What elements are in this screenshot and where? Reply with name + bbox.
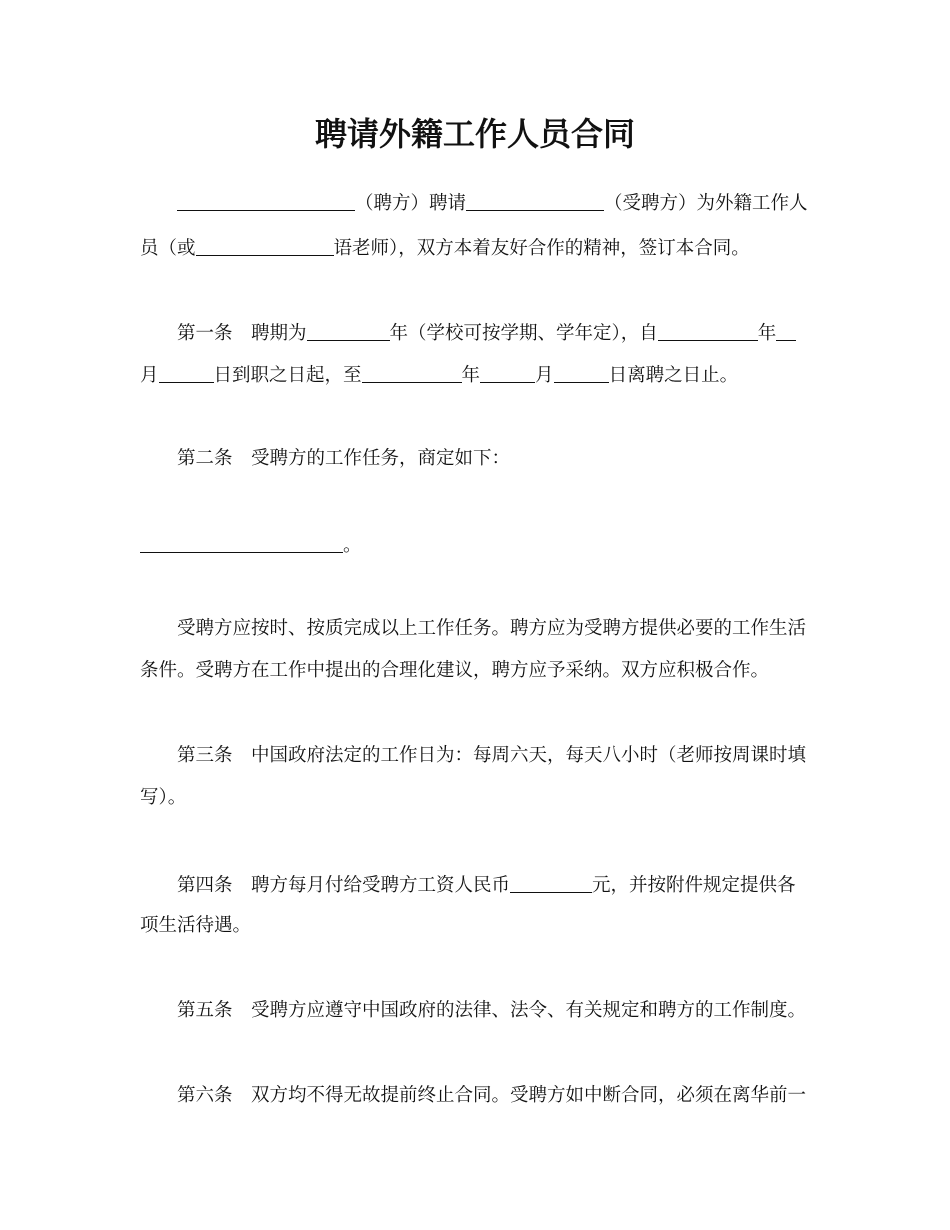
start-day-blank xyxy=(159,364,214,383)
work-tasks-blank xyxy=(140,534,343,553)
article-1-line-1: 第一条 聘期为 年（学校可按学期、学年定），自 年 xyxy=(177,320,796,344)
term-years-blank xyxy=(307,322,390,341)
employer-name-blank xyxy=(177,192,355,211)
article-3-line-1: 第三条 中国政府法定的工作日为：每周六天，每天八小时（老师按周课时填 xyxy=(177,745,807,766)
start-month-blank-lead xyxy=(776,322,796,341)
article-2-line-1: 第二条 受聘方的工作任务，商定如下： xyxy=(177,448,511,469)
article-6-line-1: 第六条 双方均不得无故提前终止合同。受聘方如中断合同，必须在离华前一 xyxy=(177,1085,807,1106)
article-1-line-2: 月 日到职之日起，至 年 月 日离聘之日止。 xyxy=(140,365,739,386)
intro-line-2: 员（或 语老师），双方本着友好合作的精神，签订本合同。 xyxy=(140,238,750,259)
article-5-line-1: 第五条 受聘方应遵守中国政府的法律、法令、有关规定和聘方的工作制度。 xyxy=(177,1000,807,1021)
article-2-para-2-line-2: 条件。受聘方在工作中提出的合理化建议，聘方应予采纳。双方应积极合作。 xyxy=(140,660,770,681)
end-day-blank xyxy=(554,364,609,383)
start-year-blank xyxy=(658,322,758,341)
salary-blank xyxy=(510,874,592,893)
article-3-line-2: 写）。 xyxy=(140,787,187,808)
intro-line-1: （聘方）聘请 （受聘方）为外籍工作人 xyxy=(177,190,808,214)
end-year-blank xyxy=(362,364,462,383)
article-2-para-2-line-1: 受聘方应按时、按质完成以上工作任务。聘方应为受聘方提供必要的工作生活 xyxy=(177,618,807,639)
article-4-line-1: 第四条 聘方每月付给受聘方工资人民币 元，并按附件规定提供各 xyxy=(177,875,796,896)
article-4-line-2: 项生活待遇。 xyxy=(140,915,252,936)
employee-name-blank xyxy=(466,192,604,211)
work-tasks-blank-line: 。 xyxy=(140,532,362,556)
end-month-blank xyxy=(480,364,535,383)
language-blank xyxy=(196,237,334,256)
document-title: 聘请外籍工作人员合同 xyxy=(314,115,635,153)
